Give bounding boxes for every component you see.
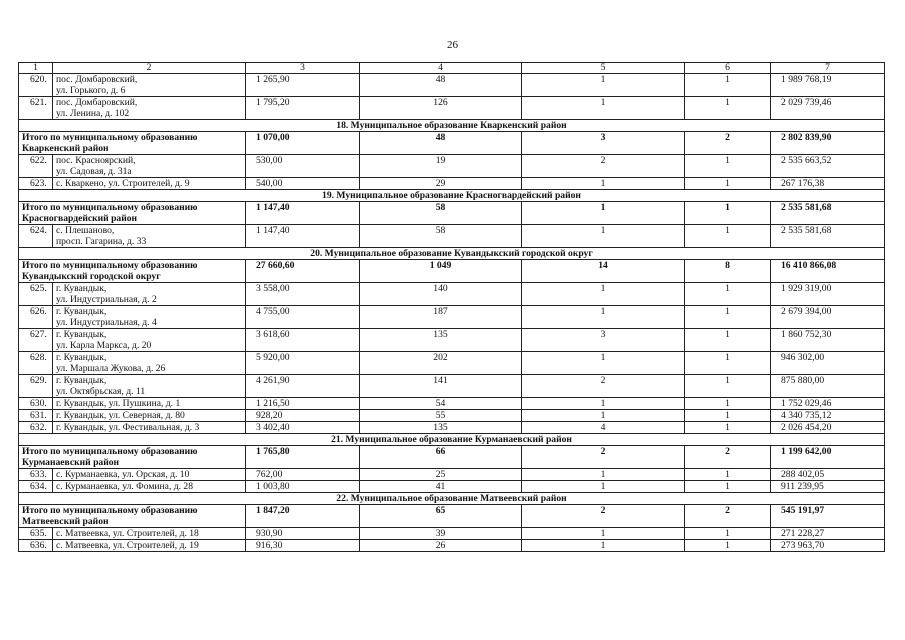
address-cell: [53, 481, 246, 493]
column-5-cell: 1: [522, 178, 685, 190]
subtotal-label-line: Кувандыкский городской округ: [22, 271, 161, 282]
table-row: [19, 155, 885, 178]
address-line: ул. Ленина, д. 102: [56, 108, 130, 119]
table-row: [19, 410, 885, 422]
table-row: [19, 528, 885, 540]
area-cell: 1 216,50: [246, 398, 360, 410]
residents-cell: 39: [360, 528, 522, 540]
cost-cell: 1 752 029,46: [771, 398, 885, 410]
column-6-cell: 1: [685, 528, 771, 540]
section-title: 20. Муниципальное образование Кувандыкский городской округ: [19, 248, 885, 260]
address-line: ул. Индустриальная, д. 2: [56, 294, 157, 305]
table-row: [19, 178, 885, 190]
table-row: [19, 306, 885, 329]
column-6-cell: 1: [685, 540, 771, 552]
row-number: 624.: [19, 225, 53, 248]
address-line: с. Курманаевка, ул. Фомина, д. 28: [56, 481, 194, 492]
address-cell: [53, 528, 246, 540]
column-6-cell: 1: [685, 352, 771, 375]
area-cell: 1 070,00: [246, 132, 360, 155]
cost-cell: 946 302,00: [771, 352, 885, 375]
address-line: г. Кувандык,: [56, 283, 107, 294]
cost-cell: 288 402,05: [771, 469, 885, 481]
residents-cell: 1 049: [360, 260, 522, 283]
area-cell: 3 618,60: [246, 329, 360, 352]
housing-table: [18, 62, 885, 552]
column-6-cell: 1: [685, 398, 771, 410]
address-line: ул. Индустриальная, д. 4: [56, 317, 157, 328]
residents-cell: 55: [360, 410, 522, 422]
address-line: г. Кувандык,: [56, 329, 107, 340]
area-cell: 916,30: [246, 540, 360, 552]
address-line: г. Кувандык, ул. Фестивальная, д. 3: [56, 422, 200, 433]
column-5-cell: 3: [522, 132, 685, 155]
area-cell: 5 920,00: [246, 352, 360, 375]
table-row: [19, 481, 885, 493]
cost-cell: 4 340 735,12: [771, 410, 885, 422]
section-header-row: [19, 434, 885, 446]
residents-cell: 187: [360, 306, 522, 329]
column-6-cell: 2: [685, 446, 771, 469]
column-5-cell: 3: [522, 329, 685, 352]
column-6-cell: 1: [685, 97, 771, 120]
section-title: 19. Муниципальное образование Красногвардейский район: [19, 190, 885, 202]
column-number-row: [19, 63, 885, 74]
subtotal-label: [19, 260, 246, 283]
residents-cell: 202: [360, 352, 522, 375]
residents-cell: 58: [360, 202, 522, 225]
column-6-cell: 1: [685, 283, 771, 306]
column-5-cell: 4: [522, 422, 685, 434]
row-number: 631.: [19, 410, 53, 422]
cost-cell: 545 191,97: [771, 505, 885, 528]
column-6-cell: 1: [685, 225, 771, 248]
address-line: с. Матвеевка, ул. Строителей, д. 19: [56, 540, 199, 551]
address-cell: [53, 422, 246, 434]
cost-cell: 273 963,70: [771, 540, 885, 552]
column-5-cell: 1: [522, 225, 685, 248]
column-5-cell: 1: [522, 540, 685, 552]
residents-cell: 58: [360, 225, 522, 248]
cost-cell: 271 228,27: [771, 528, 885, 540]
residents-cell: 48: [360, 132, 522, 155]
column-6-cell: 1: [685, 74, 771, 97]
residents-cell: 135: [360, 329, 522, 352]
column-5-cell: 1: [522, 481, 685, 493]
column-5-cell: 1: [522, 74, 685, 97]
column-6-cell: 1: [685, 481, 771, 493]
column-5-cell: 1: [522, 202, 685, 225]
column-5-cell: 2: [522, 446, 685, 469]
cost-cell: 2 535 581,68: [771, 225, 885, 248]
area-cell: 1 147,40: [246, 225, 360, 248]
area-cell: 4 261,90: [246, 375, 360, 398]
residents-cell: 65: [360, 505, 522, 528]
column-6-cell: 1: [685, 422, 771, 434]
address-line: г. Кувандык,: [56, 352, 107, 363]
column-6-cell: 1: [685, 469, 771, 481]
table-body: [19, 63, 885, 552]
area-cell: 540,00: [246, 178, 360, 190]
row-number: 633.: [19, 469, 53, 481]
subtotal-label-line: Курманаевский район: [22, 457, 120, 468]
subtotal-row: [19, 260, 885, 283]
subtotal-row: [19, 446, 885, 469]
address-cell: [53, 97, 246, 120]
row-number: 627.: [19, 329, 53, 352]
subtotal-label-line: Итого по муниципальному образованию: [22, 505, 198, 516]
cost-cell: 2 679 394,00: [771, 306, 885, 329]
area-cell: 1 003,80: [246, 481, 360, 493]
cost-cell: 2 026 454,20: [771, 422, 885, 434]
subtotal-row: [19, 202, 885, 225]
cost-cell: 875 880,00: [771, 375, 885, 398]
address-line: ул. Горького, д. 6: [56, 85, 126, 96]
row-number: 622.: [19, 155, 53, 178]
section-title: 22. Муниципальное образование Матвеевский район: [19, 493, 885, 505]
subtotal-label: [19, 446, 246, 469]
column-5-cell: 2: [522, 505, 685, 528]
cost-cell: 2 535 581,68: [771, 202, 885, 225]
residents-cell: 66: [360, 446, 522, 469]
residents-cell: 126: [360, 97, 522, 120]
address-cell: [53, 352, 246, 375]
column-6-cell: 1: [685, 178, 771, 190]
address-cell: [53, 469, 246, 481]
address-line: ул. Садовая, д. 31а: [56, 166, 132, 177]
area-cell: 3 402,40: [246, 422, 360, 434]
address-cell: [53, 74, 246, 97]
column-number-6: 6: [685, 63, 771, 74]
address-line: г. Кувандык,: [56, 375, 107, 386]
address-line: ул. Октябрьская, д. 11: [56, 386, 146, 397]
area-cell: 1 795,20: [246, 97, 360, 120]
section-header-row: [19, 120, 885, 132]
column-5-cell: 2: [522, 375, 685, 398]
table-row: [19, 329, 885, 352]
row-number: 628.: [19, 352, 53, 375]
column-6-cell: 8: [685, 260, 771, 283]
area-cell: 530,00: [246, 155, 360, 178]
column-5-cell: 1: [522, 410, 685, 422]
subtotal-label-line: Итого по муниципальному образованию: [22, 202, 198, 213]
area-cell: 928,20: [246, 410, 360, 422]
address-cell: [53, 283, 246, 306]
column-6-cell: 1: [685, 375, 771, 398]
table-row: [19, 352, 885, 375]
address-line: с. Плешаново,: [56, 225, 115, 236]
area-cell: 27 660,60: [246, 260, 360, 283]
table-row: [19, 422, 885, 434]
subtotal-label-line: Матвеевский район: [22, 516, 109, 527]
address-cell: [53, 178, 246, 190]
residents-cell: 54: [360, 398, 522, 410]
section-header-row: [19, 248, 885, 260]
area-cell: 930,90: [246, 528, 360, 540]
column-number-2: 2: [53, 63, 246, 74]
address-cell: [53, 306, 246, 329]
cost-cell: 16 410 866,08: [771, 260, 885, 283]
address-cell: [53, 398, 246, 410]
address-line: г. Кувандык, ул. Пушкина, д. 1: [56, 398, 181, 409]
subtotal-row: [19, 505, 885, 528]
address-line: ул. Карла Маркса, д. 20: [56, 340, 152, 351]
cost-cell: 2 535 663,52: [771, 155, 885, 178]
area-cell: 1 765,80: [246, 446, 360, 469]
subtotal-label-line: Итого по муниципальному образованию: [22, 260, 198, 271]
area-cell: 1 147,40: [246, 202, 360, 225]
column-5-cell: 2: [522, 155, 685, 178]
table-row: [19, 469, 885, 481]
address-line: с. Кваркено, ул. Строителей, д. 9: [56, 178, 190, 189]
column-5-cell: 1: [522, 352, 685, 375]
address-line: с. Матвеевка, ул. Строителей, д. 18: [56, 528, 199, 539]
column-6-cell: 1: [685, 155, 771, 178]
column-6-cell: 1: [685, 202, 771, 225]
row-number: 621.: [19, 97, 53, 120]
cost-cell: 1 199 642,00: [771, 446, 885, 469]
row-number: 623.: [19, 178, 53, 190]
column-5-cell: 14: [522, 260, 685, 283]
column-6-cell: 2: [685, 505, 771, 528]
column-6-cell: 1: [685, 306, 771, 329]
subtotal-label: [19, 202, 246, 225]
subtotal-label-line: Итого по муниципальному образованию: [22, 446, 198, 457]
residents-cell: 140: [360, 283, 522, 306]
residents-cell: 29: [360, 178, 522, 190]
cost-cell: 2 029 739,46: [771, 97, 885, 120]
row-number: 632.: [19, 422, 53, 434]
column-6-cell: 1: [685, 329, 771, 352]
area-cell: 3 558,00: [246, 283, 360, 306]
column-5-cell: 1: [522, 306, 685, 329]
residents-cell: 25: [360, 469, 522, 481]
section-header-row: [19, 493, 885, 505]
residents-cell: 135: [360, 422, 522, 434]
row-number: 634.: [19, 481, 53, 493]
cost-cell: 1 929 319,00: [771, 283, 885, 306]
address-line: пос. Домбаровский,: [56, 74, 138, 85]
table-row: [19, 97, 885, 120]
row-number: 626.: [19, 306, 53, 329]
row-number: 630.: [19, 398, 53, 410]
column-5-cell: 1: [522, 528, 685, 540]
column-6-cell: 2: [685, 132, 771, 155]
address-cell: [53, 225, 246, 248]
column-number-5: 5: [522, 63, 685, 74]
address-line: ул. Маршала Жукова, д. 26: [56, 363, 166, 374]
column-number-1: 1: [19, 63, 53, 74]
address-line: просп. Гагарина, д. 33: [56, 236, 147, 247]
address-cell: [53, 155, 246, 178]
area-cell: 1 847,20: [246, 505, 360, 528]
column-number-3: 3: [246, 63, 360, 74]
section-title: 21. Муниципальное образование Курманаевский район: [19, 434, 885, 446]
row-number: 629.: [19, 375, 53, 398]
column-5-cell: 1: [522, 283, 685, 306]
address-line: г. Кувандык, ул. Северная, д. 80: [56, 410, 185, 421]
residents-cell: 26: [360, 540, 522, 552]
cost-cell: 1 989 768,19: [771, 74, 885, 97]
row-number: 620.: [19, 74, 53, 97]
cost-cell: 267 176,38: [771, 178, 885, 190]
column-6-cell: 1: [685, 410, 771, 422]
address-line: пос. Домбаровский,: [56, 97, 138, 108]
table-row: [19, 74, 885, 97]
row-number: 636.: [19, 540, 53, 552]
address-cell: [53, 410, 246, 422]
address-line: с. Курманаевка, ул. Орская, д. 10: [56, 469, 190, 480]
address-line: пос. Красноярский,: [56, 155, 136, 166]
subtotal-label: [19, 132, 246, 155]
subtotal-label: [19, 505, 246, 528]
address-cell: [53, 375, 246, 398]
area-cell: 762,00: [246, 469, 360, 481]
column-5-cell: 1: [522, 97, 685, 120]
residents-cell: 41: [360, 481, 522, 493]
area-cell: 4 755,00: [246, 306, 360, 329]
residents-cell: 19: [360, 155, 522, 178]
cost-cell: 1 860 752,30: [771, 329, 885, 352]
table-row: [19, 225, 885, 248]
column-number-7: 7: [771, 63, 885, 74]
table-row: [19, 540, 885, 552]
subtotal-label-line: Кваркенский район: [22, 143, 109, 154]
column-5-cell: 1: [522, 398, 685, 410]
cost-cell: 911 239,95: [771, 481, 885, 493]
section-header-row: [19, 190, 885, 202]
section-title: 18. Муниципальное образование Кваркенский район: [19, 120, 885, 132]
subtotal-label-line: Итого по муниципальному образованию: [22, 132, 198, 143]
row-number: 625.: [19, 283, 53, 306]
page-number: 26: [447, 39, 458, 51]
address-cell: [53, 329, 246, 352]
subtotal-row: [19, 132, 885, 155]
residents-cell: 141: [360, 375, 522, 398]
cost-cell: 2 802 839,90: [771, 132, 885, 155]
table-row: [19, 375, 885, 398]
residents-cell: 48: [360, 74, 522, 97]
table-row: [19, 398, 885, 410]
column-number-4: 4: [360, 63, 522, 74]
address-cell: [53, 540, 246, 552]
area-cell: 1 265,90: [246, 74, 360, 97]
subtotal-label-line: Красногвардейский район: [22, 213, 138, 224]
column-5-cell: 1: [522, 469, 685, 481]
address-line: г. Кувандык,: [56, 306, 107, 317]
row-number: 635.: [19, 528, 53, 540]
table-row: [19, 283, 885, 306]
